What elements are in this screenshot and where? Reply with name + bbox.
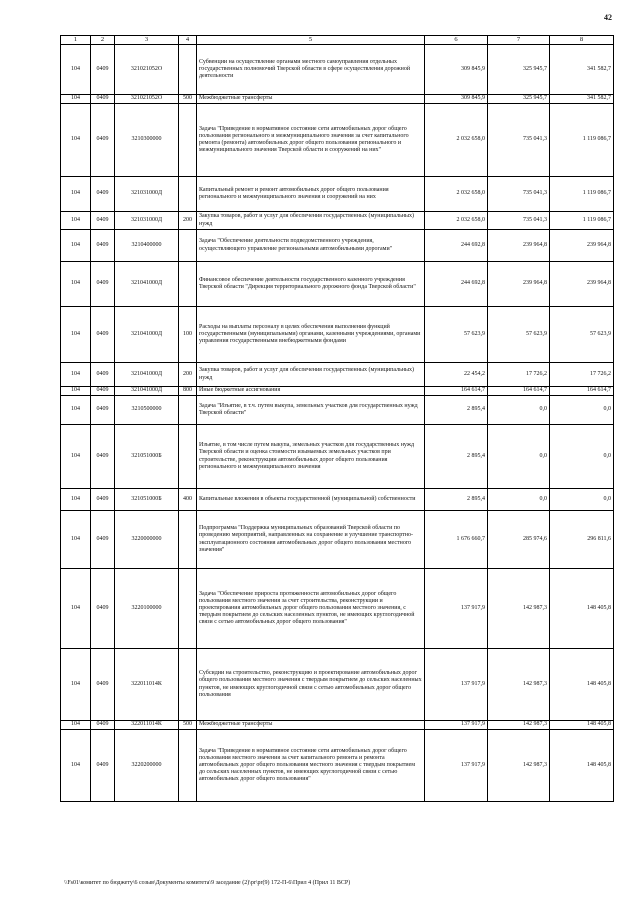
cell-description: Капитальные вложения в объекты государственной (муниципальной) собственности: [197, 489, 425, 511]
cell-amount-3: 148 405,8: [550, 649, 614, 721]
column-header: 7: [488, 36, 550, 45]
cell-amount-2: 735 041,3: [488, 104, 550, 177]
column-header: 2: [91, 36, 115, 45]
cell-amount-3: 296 811,6: [550, 511, 614, 569]
cell-amount-3: 0,0: [550, 489, 614, 511]
cell-target-item: 3210400000: [115, 230, 179, 262]
cell-target-item: 321031000Д: [115, 212, 179, 230]
cell-amount-2: 285 974,6: [488, 511, 550, 569]
table-row: [61, 489, 614, 511]
cell-target-item: 321051000Б: [115, 489, 179, 511]
cell-section: 0409: [91, 262, 115, 307]
table-row: [61, 95, 614, 104]
table-body: [61, 45, 614, 802]
cell-expense-type: 800: [179, 387, 197, 396]
cell-section: 0409: [91, 45, 115, 95]
cell-chapter: 104: [61, 45, 91, 95]
table-row: [61, 307, 614, 363]
table-row: [61, 569, 614, 649]
cell-description: Капитальный ремонт и ремонт автомобильных дорог общего пользования регионального и межмуниципального значения и сооружений на них: [197, 177, 425, 212]
table-row: [61, 721, 614, 730]
cell-section: 0409: [91, 307, 115, 363]
table-row: [61, 363, 614, 387]
cell-target-item: 322011014К: [115, 721, 179, 730]
table-row: [61, 649, 614, 721]
cell-amount-3: 0,0: [550, 396, 614, 425]
cell-chapter: 104: [61, 307, 91, 363]
cell-description: Задача "Приведение в нормативное состояние сети автомобильных дорог общего пользования местного значения за счет капитального ремонта и ремонта автомобильных дорог общего пользования местного значения с твердым покрытием до сельских населенных пунктов, не имеющих круглогодичной связи с сетью автомобильных дорог общего пользования": [197, 730, 425, 802]
cell-amount-1: 137 917,9: [425, 721, 488, 730]
cell-target-item: 3220200000: [115, 730, 179, 802]
cell-amount-2: 17 726,2: [488, 363, 550, 387]
cell-amount-2: 142 987,3: [488, 569, 550, 649]
cell-amount-2: 239 964,8: [488, 262, 550, 307]
table-header-row: [61, 36, 614, 45]
cell-description: Субвенции на осуществление органами местного самоуправления отдельных государственных полномочий Тверской области в сфере осуществления дорожной деятельности: [197, 45, 425, 95]
cell-section: 0409: [91, 104, 115, 177]
cell-amount-1: 309 845,9: [425, 95, 488, 104]
cell-description: Задача "Обеспечение прироста протяженности автомобильных дорог общего пользования местного значения за счет строительства, реконструкции и проектирования автомобильных дорог общего пользования местного значения, с твердым покрытием до сельских населенных пунктов, не имеющих круглогодичной связи с сетью автомобильных дорог общего пользования": [197, 569, 425, 649]
cell-chapter: 104: [61, 212, 91, 230]
cell-expense-type: [179, 649, 197, 721]
table-row: [61, 212, 614, 230]
budget-table: [60, 35, 614, 802]
cell-description: Изъятие, в том числе путем выкупа, земельных участков для государственных нужд Тверской области и оценка стоимости изымаемых земельных участков при строительстве, реконструкции автомобильных дорог общего пользования регионального и межмуниципального значения: [197, 425, 425, 489]
cell-chapter: 104: [61, 396, 91, 425]
cell-chapter: 104: [61, 95, 91, 104]
cell-target-item: 321031000Д: [115, 177, 179, 212]
cell-chapter: 104: [61, 262, 91, 307]
cell-target-item: 3210300000: [115, 104, 179, 177]
cell-amount-3: 148 405,8: [550, 721, 614, 730]
footer-file-path: \\Fs01\комитет по бюджету\6 созыв\Документы комитета\9 заседание (2)\pr\pr(9) 172-П-6\Прил 4 (Прил 11 ВСР): [64, 880, 351, 886]
cell-amount-3: 148 405,8: [550, 730, 614, 802]
cell-target-item: 321041000Д: [115, 307, 179, 363]
cell-description: Задача "Приведение в нормативное состояние сети автомобильных дорог общего пользования регионального и межмуниципального значения за счет капитального ремонта (ремонта) автомобильных дорог общего пользования регионального и межмуниципального значения Тверской области и сооружений на них": [197, 104, 425, 177]
cell-amount-3: 1 119 086,7: [550, 177, 614, 212]
cell-amount-1: 2 895,4: [425, 489, 488, 511]
column-header: 4: [179, 36, 197, 45]
cell-target-item: 321021052О: [115, 45, 179, 95]
cell-description: Задача "Обеспечение деятельности подведомственного учреждения, осуществляющего управление региональными автомобильными дорогами": [197, 230, 425, 262]
cell-amount-3: 17 726,2: [550, 363, 614, 387]
table-row: [61, 262, 614, 307]
cell-description: Закупка товаров, работ и услуг для обеспечения государственных (муниципальных) нужд: [197, 363, 425, 387]
cell-chapter: 104: [61, 230, 91, 262]
cell-section: 0409: [91, 425, 115, 489]
cell-amount-3: 148 405,8: [550, 569, 614, 649]
cell-amount-2: 142 987,3: [488, 730, 550, 802]
table-row: [61, 511, 614, 569]
cell-amount-1: 244 692,8: [425, 230, 488, 262]
cell-amount-2: 325 945,7: [488, 45, 550, 95]
cell-amount-1: 22 454,2: [425, 363, 488, 387]
column-header: 8: [550, 36, 614, 45]
cell-section: 0409: [91, 649, 115, 721]
cell-expense-type: 500: [179, 95, 197, 104]
cell-amount-2: 0,0: [488, 489, 550, 511]
cell-expense-type: 400: [179, 489, 197, 511]
cell-chapter: 104: [61, 177, 91, 212]
cell-section: 0409: [91, 363, 115, 387]
cell-chapter: 104: [61, 721, 91, 730]
cell-amount-2: 735 041,3: [488, 212, 550, 230]
cell-target-item: 321041000Д: [115, 387, 179, 396]
cell-amount-3: 239 964,8: [550, 230, 614, 262]
cell-section: 0409: [91, 396, 115, 425]
cell-section: 0409: [91, 177, 115, 212]
table-row: [61, 730, 614, 802]
cell-expense-type: [179, 425, 197, 489]
cell-expense-type: [179, 396, 197, 425]
cell-amount-1: 164 614,7: [425, 387, 488, 396]
cell-expense-type: [179, 569, 197, 649]
column-header: 3: [115, 36, 179, 45]
table-row: [61, 387, 614, 396]
cell-amount-3: 1 119 086,7: [550, 104, 614, 177]
cell-section: 0409: [91, 489, 115, 511]
cell-section: 0409: [91, 721, 115, 730]
column-header: 6: [425, 36, 488, 45]
cell-amount-1: 2 895,4: [425, 396, 488, 425]
cell-amount-3: 341 582,7: [550, 95, 614, 104]
cell-amount-2: 325 945,7: [488, 95, 550, 104]
cell-amount-2: 239 964,8: [488, 230, 550, 262]
cell-section: 0409: [91, 569, 115, 649]
cell-amount-1: 137 917,9: [425, 730, 488, 802]
cell-description: Субсидии на строительство, реконструкцию и проектирование автомобильных дорог общего пользования местного значения с твердым покрытием до сельских населенных пунктов, не имеющих круглогодичной связи с сетью автомобильных дорог общего пользования: [197, 649, 425, 721]
cell-expense-type: [179, 511, 197, 569]
cell-amount-1: 57 623,9: [425, 307, 488, 363]
cell-amount-2: 142 987,3: [488, 649, 550, 721]
cell-amount-3: 1 119 086,7: [550, 212, 614, 230]
cell-section: 0409: [91, 511, 115, 569]
cell-description: Подпрограмма "Поддержка муниципальных образований Тверской области по проведению мероприятий, направленных на сохранение и улучшение транспортно-эксплуатационного состояния автомобильных дорог общего пользования местного значения": [197, 511, 425, 569]
cell-chapter: 104: [61, 730, 91, 802]
cell-description: Межбюджетные трансферты: [197, 95, 425, 104]
cell-target-item: 322011014К: [115, 649, 179, 721]
table-row: [61, 177, 614, 212]
column-header: 1: [61, 36, 91, 45]
cell-target-item: 321041000Д: [115, 262, 179, 307]
cell-chapter: 104: [61, 649, 91, 721]
cell-expense-type: [179, 45, 197, 95]
column-header: 5: [197, 36, 425, 45]
cell-chapter: 104: [61, 425, 91, 489]
cell-amount-3: 239 964,8: [550, 262, 614, 307]
cell-amount-2: 142 987,3: [488, 721, 550, 730]
cell-amount-1: 137 917,9: [425, 569, 488, 649]
cell-target-item: 321051000Б: [115, 425, 179, 489]
cell-amount-3: 341 582,7: [550, 45, 614, 95]
cell-section: 0409: [91, 730, 115, 802]
cell-description: Расходы на выплаты персоналу в целях обеспечения выполнения функций государственными (муниципальными) органами, казенными учреждениями, органами управления государственными внебюджетными фондами: [197, 307, 425, 363]
cell-chapter: 104: [61, 511, 91, 569]
cell-amount-3: 57 623,9: [550, 307, 614, 363]
cell-amount-2: 57 623,9: [488, 307, 550, 363]
cell-amount-1: 244 692,8: [425, 262, 488, 307]
cell-description: Иные бюджетные ассигнования: [197, 387, 425, 396]
table-row: [61, 425, 614, 489]
page-number: 42: [604, 13, 612, 22]
cell-amount-1: 2 032 658,0: [425, 212, 488, 230]
cell-expense-type: 500: [179, 721, 197, 730]
cell-target-item: 3210500000: [115, 396, 179, 425]
cell-chapter: 104: [61, 489, 91, 511]
cell-amount-2: 735 041,3: [488, 177, 550, 212]
cell-target-item: 3220100000: [115, 569, 179, 649]
cell-expense-type: [179, 177, 197, 212]
cell-target-item: 321021052О: [115, 95, 179, 104]
cell-amount-2: 0,0: [488, 425, 550, 489]
table-row: [61, 230, 614, 262]
cell-expense-type: 200: [179, 363, 197, 387]
cell-amount-3: 0,0: [550, 425, 614, 489]
cell-chapter: 104: [61, 104, 91, 177]
table-row: [61, 396, 614, 425]
cell-amount-1: 2 032 658,0: [425, 177, 488, 212]
cell-section: 0409: [91, 230, 115, 262]
cell-section: 0409: [91, 212, 115, 230]
cell-amount-1: 2 895,4: [425, 425, 488, 489]
cell-amount-2: 0,0: [488, 396, 550, 425]
cell-description: Финансовое обеспечение деятельности государственного казенного учреждения Тверской области "Дирекция территориального дорожного фонда Тверской области": [197, 262, 425, 307]
cell-section: 0409: [91, 95, 115, 104]
cell-expense-type: 200: [179, 212, 197, 230]
cell-amount-1: 2 032 658,0: [425, 104, 488, 177]
cell-section: 0409: [91, 387, 115, 396]
cell-amount-1: 309 845,9: [425, 45, 488, 95]
cell-amount-1: 137 917,9: [425, 649, 488, 721]
cell-amount-3: 164 614,7: [550, 387, 614, 396]
cell-target-item: 3220000000: [115, 511, 179, 569]
cell-description: Межбюджетные трансферты: [197, 721, 425, 730]
table-row: [61, 45, 614, 95]
cell-description: Закупка товаров, работ и услуг для обеспечения государственных (муниципальных) нужд: [197, 212, 425, 230]
cell-expense-type: [179, 262, 197, 307]
cell-chapter: 104: [61, 569, 91, 649]
cell-expense-type: [179, 230, 197, 262]
table-row: [61, 104, 614, 177]
cell-expense-type: 100: [179, 307, 197, 363]
cell-chapter: 104: [61, 363, 91, 387]
cell-expense-type: [179, 104, 197, 177]
cell-amount-1: 1 676 660,7: [425, 511, 488, 569]
cell-amount-2: 164 614,7: [488, 387, 550, 396]
cell-target-item: 321041000Д: [115, 363, 179, 387]
cell-expense-type: [179, 730, 197, 802]
cell-chapter: 104: [61, 387, 91, 396]
cell-description: Задача "Изъятие, в т.ч. путем выкупа, земельных участков для государственных нужд Тверской области": [197, 396, 425, 425]
